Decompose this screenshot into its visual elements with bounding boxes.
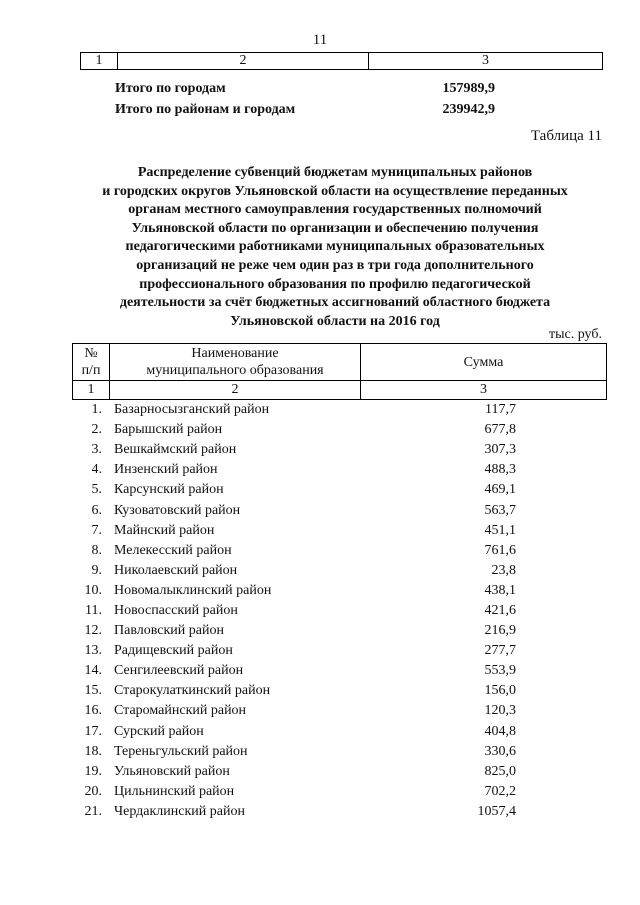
row-sum: 156,0 [484,683,516,699]
row-sum: 330,6 [484,743,516,759]
total-value: 239942,9 [442,101,495,117]
row-sum: 216,9 [484,623,516,639]
table-row [72,722,607,742]
row-name: Ульяновский район [114,763,230,779]
continued-table-header [80,52,603,70]
row-number: 20. [84,783,102,799]
table-row [72,400,607,420]
col-header-sum: Сумма [361,344,607,381]
col-header-num [73,344,110,381]
document-title [70,164,600,331]
row-sum: 117,7 [485,402,516,418]
row-name: Павловский район [114,623,224,639]
row-sum: 277,7 [484,643,516,659]
table-row [72,440,607,460]
row-number: 1. [91,402,102,418]
title-line: педагогическими работниками муниципальных образовательных [125,239,545,255]
row-number: 21. [84,803,102,819]
col-number: 1 [73,381,110,400]
subsidy-table-header [72,343,607,400]
row-name: Новомалыклинский район [114,582,272,598]
row-sum: 120,3 [484,703,516,719]
row-sum: 553,9 [484,663,516,679]
row-number: 16. [84,703,102,719]
total-label: Итого по городам [115,80,226,96]
row-number: 4. [91,462,102,478]
table-row [72,641,607,661]
total-row-all [115,99,535,120]
row-sum: 438,1 [484,582,516,598]
row-number: 8. [91,542,102,558]
row-sum: 404,8 [484,723,516,739]
total-row-cities [115,78,535,99]
table-row [72,701,607,721]
row-number: 11. [85,602,102,618]
header-col-3: 3 [369,53,603,70]
header-text: п/п [81,363,101,378]
row-number: 2. [91,422,102,438]
row-sum: 488,3 [484,462,516,478]
table-row [72,420,607,440]
header-text: Наименование [191,346,279,361]
table-row [72,621,607,641]
row-sum: 307,3 [484,442,516,458]
row-name: Мелекесский район [114,542,232,558]
table-row [72,601,607,621]
table-row [72,460,607,480]
row-name: Сенгилеевский район [114,663,244,679]
row-sum: 23,8 [491,562,516,578]
header-col-1: 1 [81,53,118,70]
row-number: 9. [91,562,102,578]
header-text: № [84,346,98,361]
row-name: Радищевский район [114,643,233,659]
header-text: муниципального образования [146,363,324,378]
title-line: Ульяновской области на 2016 год [230,313,440,329]
page-number: 11 [312,32,328,48]
row-name: Инзенский район [114,462,218,478]
header-col-2: 2 [118,53,369,70]
row-sum: 677,8 [484,422,516,438]
table-row [72,500,607,520]
row-name: Цильнинский район [114,783,235,799]
row-name: Сурский район [114,723,204,739]
row-name: Карсунский район [114,482,224,498]
col-number: 2 [110,381,361,400]
title-line: и городских округов Ульяновской области на осуществление переданных [102,183,568,199]
row-name: Тереньгульский район [114,743,248,759]
table-row [72,661,607,681]
row-sum: 451,1 [484,522,516,538]
row-sum: 421,6 [484,602,516,618]
table-row [72,561,607,581]
table-row [72,480,607,500]
unit-label: тыс. руб. [549,327,602,342]
row-name: Чердаклинский район [114,803,245,819]
table-row [72,782,607,802]
row-number: 3. [91,442,102,458]
row-sum: 761,6 [484,542,516,558]
row-name: Барышский район [114,422,223,438]
title-line: организаций не реже чем один раз в три года дополнительного [136,257,534,273]
row-number: 10. [84,582,102,598]
row-sum: 469,1 [484,482,516,498]
row-number: 7. [91,522,102,538]
table-row [72,802,607,822]
row-sum: 1057,4 [477,803,516,819]
row-name: Новоспасский район [114,602,238,618]
table-row [72,581,607,601]
row-number: 12. [84,623,102,639]
row-name: Кузоватовский район [114,502,241,518]
row-sum: 563,7 [484,502,516,518]
title-line: деятельности за счёт бюджетных ассигнований областного бюджета [119,295,551,311]
table-row [72,742,607,762]
row-sum: 825,0 [484,763,516,779]
row-number: 5. [91,482,102,498]
row-number: 18. [84,743,102,759]
row-name: Вешкаймский район [114,442,237,458]
row-name: Старомайнский район [114,703,247,719]
col-header-name [110,344,361,381]
table-row [72,762,607,782]
row-number: 14. [84,663,102,679]
total-value: 157989,9 [442,80,495,96]
title-line: Ульяновской области по организации и обеспечению получения [131,220,539,236]
row-name: Николаевский район [114,562,238,578]
table-row [72,681,607,701]
row-number: 15. [84,683,102,699]
table-row [72,541,607,561]
row-name: Базарносызганский район [114,402,270,418]
table-row [72,521,607,541]
title-line: органам местного самоуправления государственных полномочий [128,202,542,218]
row-number: 17. [84,723,102,739]
col-number: 3 [361,381,607,400]
row-number: 13. [84,643,102,659]
row-sum: 702,2 [484,783,516,799]
row-number: 19. [84,763,102,779]
row-number: 6. [91,502,102,518]
table-body [72,400,607,822]
title-line: профессионального образования по профилю педагогической [139,276,531,292]
row-name: Майнский район [114,522,215,538]
table-label: Таблица 11 [530,128,602,144]
title-line: Распределение субвенций бюджетам муниципальных районов [137,165,533,180]
total-label: Итого по районам и городам [115,101,296,117]
totals-block [115,78,535,120]
row-name: Старокулаткинский район [114,683,271,699]
